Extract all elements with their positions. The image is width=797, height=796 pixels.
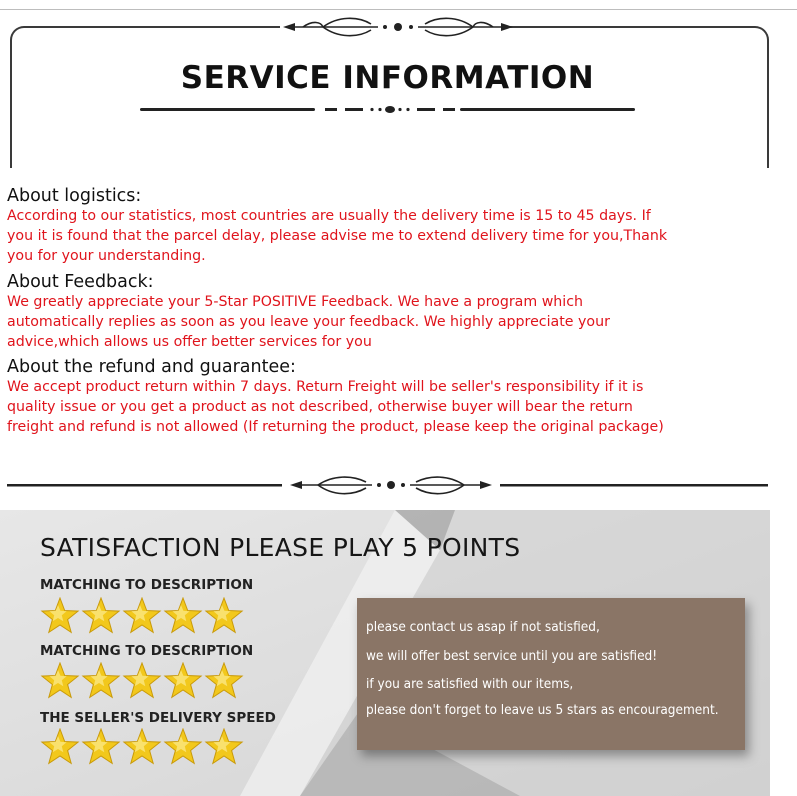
section-line: According to our statistics, most countries are usually the delivery time is 15 to 45 days. If bbox=[7, 208, 651, 224]
section-line: We greatly appreciate your 5-Star POSITIVE Feedback. We have a program which bbox=[7, 294, 584, 310]
top-divider-line bbox=[0, 9, 797, 10]
rating-label: MATCHING TO DESCRIPTION bbox=[40, 577, 254, 593]
section-line: you it is found that the parcel delay, please advise me to extend delivery time for you,Thank bbox=[7, 228, 668, 244]
refund-section bbox=[7, 357, 787, 437]
rating-label: MATCHING TO DESCRIPTION bbox=[40, 643, 254, 659]
page-title: SERVICE INFORMATION bbox=[180, 60, 595, 96]
section-line: freight and refund is not allowed (If returning the product, please keep the original package) bbox=[7, 419, 664, 435]
section-line: advice,which allows us offer better services for you bbox=[7, 334, 372, 350]
section-heading: About logistics: bbox=[7, 186, 142, 206]
section-line: you for your understanding. bbox=[7, 248, 206, 264]
note-line: please contact us asap if not satisfied, bbox=[366, 619, 600, 635]
note-line: please don't forget to leave us 5 stars as encouragement. bbox=[366, 702, 719, 718]
flourish-ornament-icon bbox=[283, 14, 513, 40]
title-underline bbox=[140, 102, 635, 116]
five-stars-icon bbox=[40, 728, 245, 766]
header-frame bbox=[10, 26, 769, 168]
satisfaction-title: SATISFACTION PLEASE PLAY 5 POINTS bbox=[40, 533, 521, 562]
section-line: We accept product return within 7 days. Return Freight will be seller's responsibility if it is bbox=[7, 379, 644, 395]
section-heading: About the refund and guarantee: bbox=[7, 357, 296, 377]
note-line: if you are satisfied with our items, bbox=[366, 676, 574, 692]
five-stars-icon bbox=[40, 662, 245, 700]
logistics-section bbox=[7, 186, 787, 266]
note-line: we will offer best service until you are satisfied! bbox=[366, 648, 658, 664]
flourish-divider-icon bbox=[0, 474, 797, 498]
section-line: quality issue or you get a product as not described, otherwise buyer will bear the return bbox=[7, 399, 633, 415]
section-heading: About Feedback: bbox=[7, 272, 154, 292]
rating-label: THE SELLER'S DELIVERY SPEED bbox=[40, 710, 276, 726]
satisfaction-note-box bbox=[357, 598, 745, 750]
feedback-section bbox=[7, 272, 787, 352]
five-stars-icon bbox=[40, 597, 245, 635]
section-line: automatically replies as soon as you leave your feedback. We highly appreciate your bbox=[7, 314, 610, 330]
